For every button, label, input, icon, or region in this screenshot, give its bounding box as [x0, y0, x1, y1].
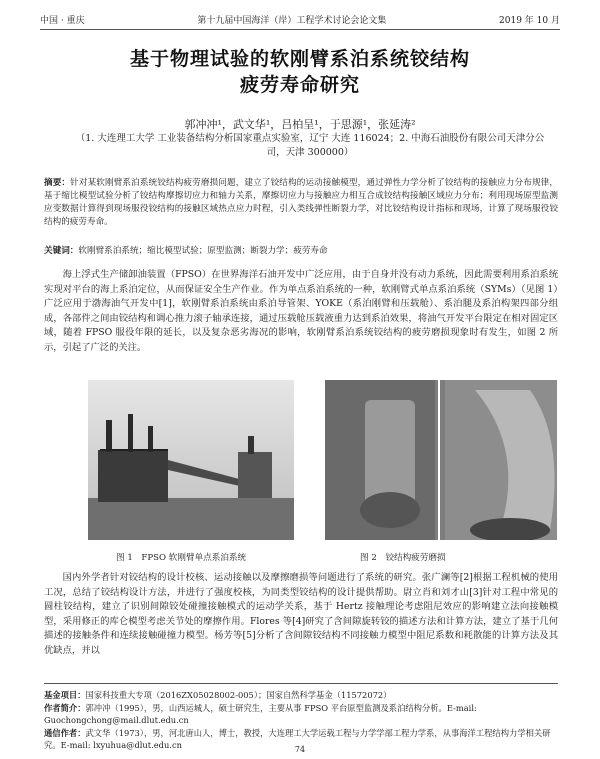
corresponding-label: 通信作者： — [44, 727, 86, 738]
author-note — [44, 702, 558, 727]
keywords — [44, 244, 558, 256]
paper-title-line1: 基于物理试验的软刚臂系泊系统铰结构 — [129, 48, 470, 70]
abstract — [44, 177, 558, 229]
fund-label: 基金项目： — [44, 690, 86, 700]
fund-note — [44, 689, 558, 702]
keywords-label: 关键词： — [44, 246, 79, 256]
header-right: 2019 年 10 月 — [499, 15, 560, 26]
intro-paragraph-1: 海上浮式生产储卸油装置（FPSO）在世界海洋石油开发中广泛应用，由于自身并没有动力系统，因此需要利用系泊系统实现对平台的海上系泊定位，从而保证安全生产作业。作为单点系泊系统的一种，软刚臂式单点系泊系统（SYMs）（见图 1）广泛应用于渤海油气开发中[1]，软刚臂系泊系统由系泊导管架、YOKE（系泊刚臂和压载舱）、系泊腿及系泊构架四部分组成，各部件之间由铰结构和调心推力滚子轴承连接，通过压载舱压载液重力达到系泊效果，将油气开发平台限定在相对固定区域，随着 FPSO 服役年限的延长，以及复杂恶劣海况的影响，软刚臂系泊系统铰结构的疲劳磨损现象时有发生，如图 2 所示，引起了广泛的关注。 — [44, 269, 558, 353]
page-number: 74 — [294, 745, 306, 754]
affiliation: （1. 大连理工大学 工业装备结构分析国家重点实验室，辽宁 大连 116024；2. 中海石油股份有限公司天津分公司，天津 300000） — [75, 133, 545, 158]
figure-hinge-wear-photo — [325, 380, 557, 540]
corresponding-text: 武文华（1973），男，河北唐山人，博士，教授，大连理工大学运载工程与力学学部工程力学系，从事海洋工程结构力学相关研究。E-mail: lxyuhua@dlut.edu.cn — [44, 727, 551, 751]
author-list: 郭冲冲¹，武文华¹，吕柏呈¹，于思源¹，张延涛² — [184, 118, 416, 131]
author-note-label: 作者简介： — [44, 702, 86, 713]
abstract-text: 针对某软刚臂系泊系统铰结构疲劳磨损问题，建立了铰结构的运动接触模型，通过弹性力学分析了铰结构的接触应力分布规律，基于缩比模型试验分析了铰结构摩擦切应力和轴力关系，摩擦切应力与接触应力相互合成铰结构接触区域应力分布；利用现场原型监测应变数据计算得到现场服役铰结构的接触区域热点应力时程，引入类线弹性断裂力学，对比铰结构设计指标和现场，计算了现场服役铰结构的疲劳寿命。 — [44, 178, 558, 227]
intro-paragraph-2: 国内外学者针对铰结构的设计校核、运动接触以及摩擦磨损等问题进行了系统的研究。张广澜等[2]根据工程机械的使用工况，总结了铰结构设计方法，并进行了强度校核，为同类型铰结构的设计提供帮助。尉立肖和刘才山[3]针对工程中常见的圆柱铰结构，建立了识别间隙铰处碰撞接触模式的运动学关系，基于 Hertz 接触理论考虑阻尼效应的影响建立法向接触模型，采用修正的库仑模型考虑关节处的摩擦作用。Flores 等[4]研究了含间隙旋转铰的描述方法和计算方法，建立了基于几何描述的接触条件和连续接触碰撞力模型。杨芳等[5]分析了含间隙铰结构不同接触力模型中阻尼系数和耗散能的计算方法及其优缺点，并以 — [44, 572, 558, 656]
abstract-label: 摘要： — [44, 178, 71, 188]
paper-title-line2: 疲劳寿命研究 — [239, 74, 360, 96]
figure1-caption: 图 1 FPSO 软刚臂单点系泊系统 — [116, 553, 247, 563]
figure-fpso-photo — [88, 380, 294, 540]
header-left: 中国 · 重庆 — [40, 15, 85, 26]
keywords-text: 软刚臂系泊系统；缩比模型试验；原型监测；断裂力学；疲劳寿命 — [78, 246, 328, 256]
fund-text: 国家科技重大专项（2016ZX05028002-005）；国家自然科学基金（11572072） — [85, 690, 392, 700]
author-note-text: 郭冲冲（1995），男，山西运城人，硕士研究生，主要从事 FPSO 平台原型监测及系泊结构分析。E-mail: Guochongchong@mail.dlut.edu.cn — [44, 702, 477, 726]
running-header — [40, 12, 560, 30]
figure2-caption: 图 2 铰结构疲劳磨损 — [360, 553, 446, 563]
header-center: 第十九届中国海洋（岸）工程学术讨论会论文集 — [197, 15, 387, 26]
footnotes — [44, 683, 558, 752]
